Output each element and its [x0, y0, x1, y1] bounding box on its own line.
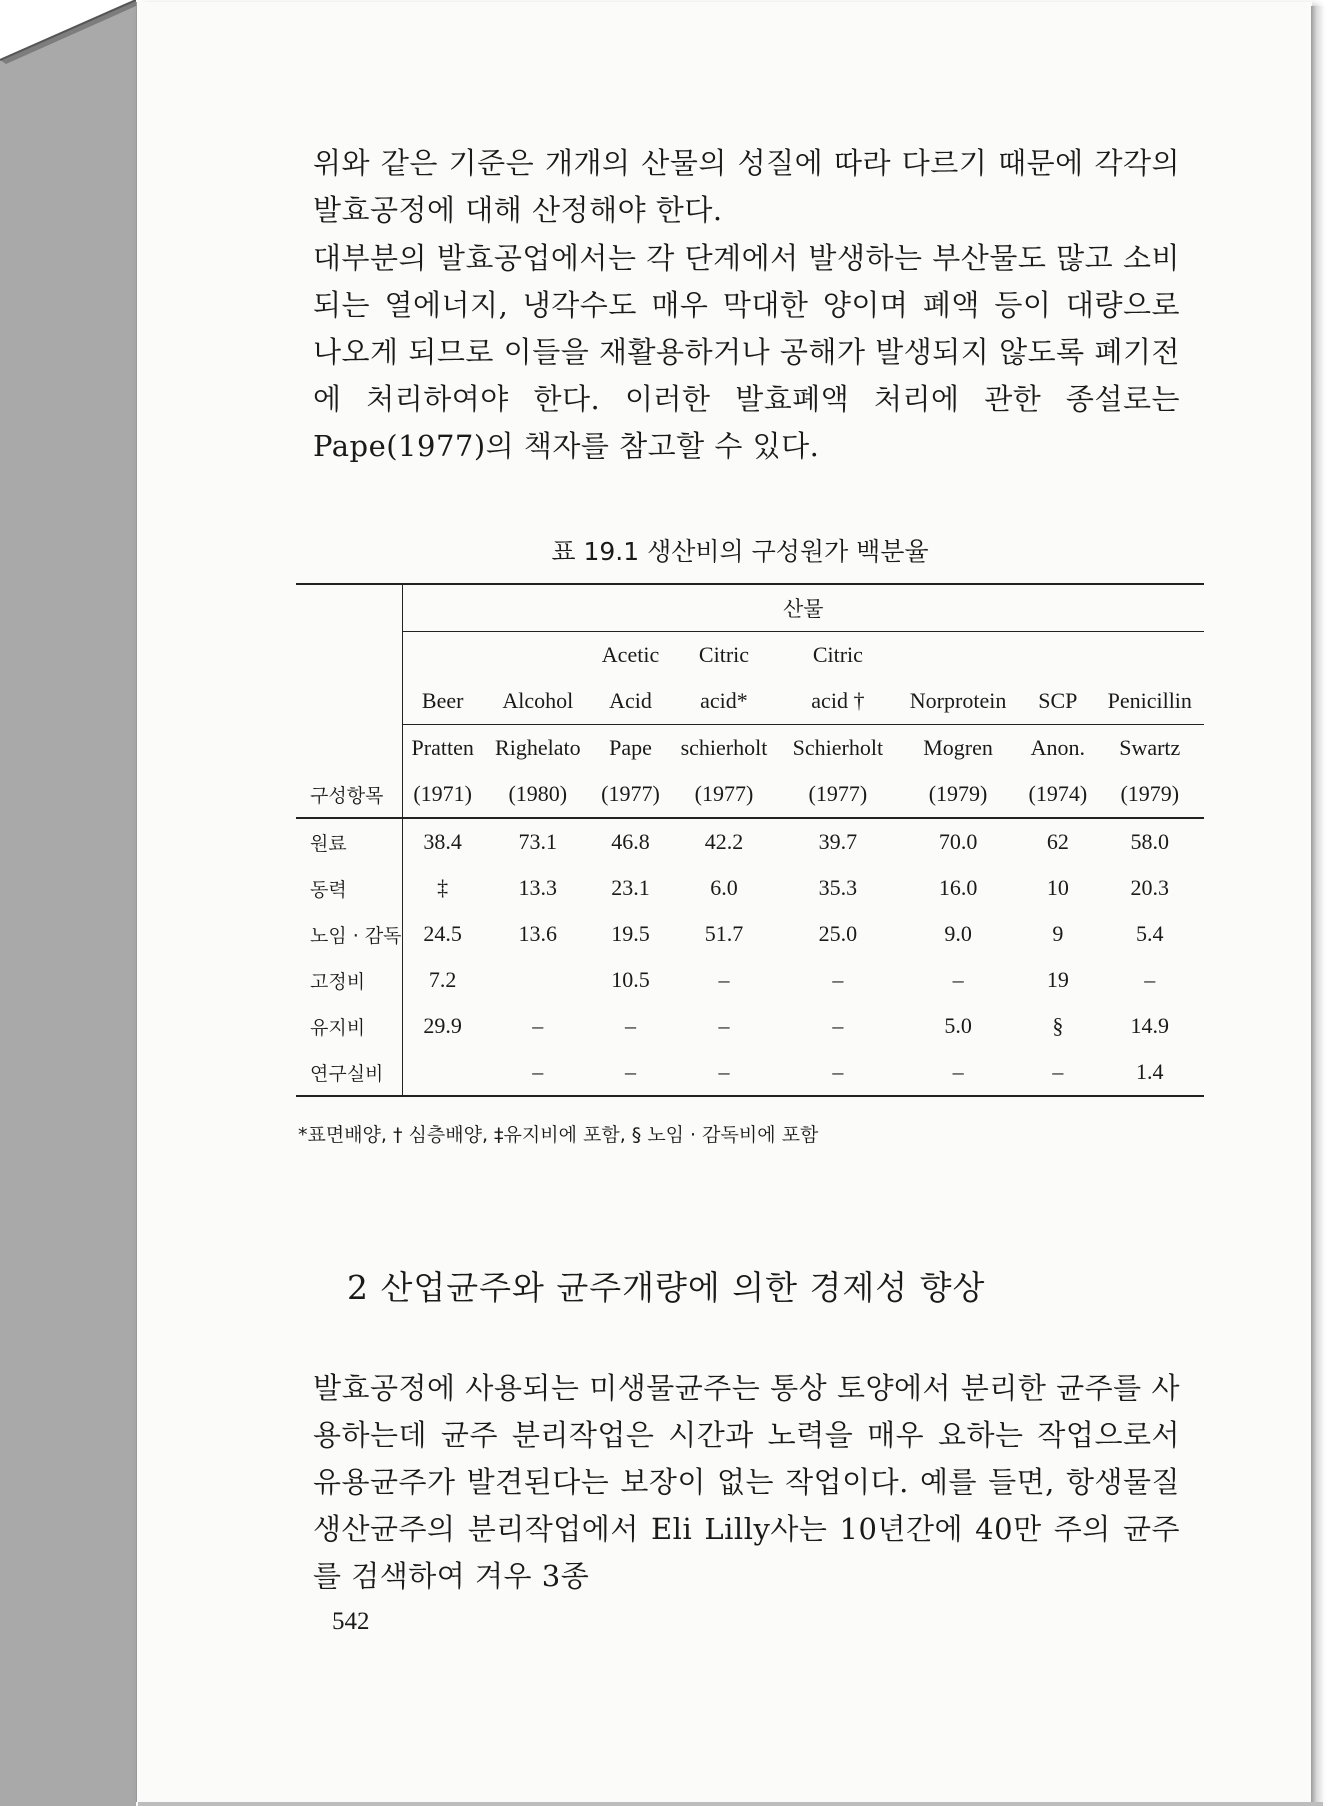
column-header-line1 — [896, 632, 1020, 679]
table-cell: § — [1052, 1013, 1064, 1038]
column-header-year: (1979) — [896, 771, 1020, 818]
paragraph-3: 발효공정에 사용되는 미생물균주는 통상 토양에서 분리한 균주를 사용하는데 균주 분리작업은 시간과 노력을 매우 요하는 작업으로서 유용균주가 발견된다는 보장이 없는 작업이다. 예를 들면, 항생물질 생산균주의 분리작업에서 Eli Lilly사는 10년간에 40만 주의 균주를 검색하여 겨우 3종 — [313, 1371, 1180, 1593]
row-label: 노임 · 감독 — [296, 911, 402, 957]
column-header-product: Beer — [402, 678, 483, 725]
row-label: 원료 — [296, 818, 402, 865]
table-cell: – — [780, 1049, 896, 1096]
table-group-header-row — [296, 584, 1204, 632]
table-cell: – — [832, 1013, 844, 1038]
table-row — [296, 818, 1204, 865]
table-cell: 10.5 — [611, 967, 650, 992]
table-cell: 14.9 — [1130, 1013, 1170, 1038]
table-cell: 46.8 — [611, 829, 650, 854]
table-row — [296, 865, 1204, 911]
column-header-product: Acid — [593, 678, 668, 725]
column-header-author: Pape — [609, 735, 652, 760]
table-cell: 25.0 — [818, 921, 858, 946]
cost-composition-table — [296, 583, 1204, 1097]
table-cell: 13.6 — [518, 921, 558, 946]
table-cell: 13.3 — [518, 875, 558, 900]
table-cell: – — [1144, 967, 1156, 992]
table-cell: 19.5 — [611, 921, 650, 946]
table-cell: – — [718, 967, 730, 992]
table-cell: 29.9 — [423, 1013, 462, 1038]
column-header-product: Alcohol — [483, 678, 593, 725]
table-cell: 20.3 — [1130, 875, 1170, 900]
table-cell: – — [532, 1013, 544, 1038]
column-header-year: (1980) — [483, 771, 593, 818]
column-header-row-2 — [296, 678, 1204, 725]
table-cell: 38.4 — [423, 829, 462, 854]
table-cell: 42.2 — [704, 829, 744, 854]
table-cell: 39.7 — [818, 829, 858, 854]
table-cell: 16.0 — [938, 875, 978, 900]
row-header-label: 구성항목 — [296, 771, 402, 818]
paragraph-2: 대부분의 발효공업에서는 각 단계에서 발생하는 부산물도 많고 소비되는 열에너지, 냉각수도 매우 막대한 양이며 폐액 등이 대량으로 나오게 되므로 이들을 재활용하거나 공해가 발생되지 않도록 폐기전에 처리하여야 한다. 이러한 발효폐액 처리에 관한 종설로는 Pape(1977)의 책자를 참고할 수 있다. — [313, 241, 1180, 463]
table-cell: – — [668, 1049, 780, 1096]
column-header-author: Schierholt — [792, 735, 884, 760]
table-cell: ‡ — [437, 875, 449, 900]
column-header-row-1 — [296, 632, 1204, 679]
column-header-author: Righelato — [495, 735, 581, 760]
column-header-line1: Citric — [812, 642, 863, 667]
table-cell: 1.4 — [1096, 1049, 1204, 1096]
column-header-product: Norprotein — [896, 678, 1020, 725]
row-label: 연구실비 — [296, 1049, 402, 1096]
table-footnote: *표면배양, † 심층배양, ‡유지비에 포함, § 노임 · 감독비에 포함 — [298, 1124, 819, 1146]
row-label: 동력 — [296, 865, 402, 911]
section-title: 2 산업균주와 균주개량에 의한 경제성 향상 — [347, 1268, 986, 1307]
column-header-years-row — [296, 771, 1204, 818]
table-cell: – — [625, 1013, 636, 1038]
table-row — [296, 1049, 1204, 1096]
row-label: 유지비 — [296, 1003, 402, 1049]
table-row — [296, 911, 1204, 957]
table-cell: 51.7 — [704, 921, 744, 946]
table-cell: 62 — [1046, 829, 1069, 854]
table-cell: – — [832, 967, 844, 992]
table-cell — [483, 957, 593, 1003]
table-cell: – — [718, 1013, 730, 1038]
column-header-author: Anon. — [1030, 735, 1086, 760]
column-header-line1: Citric — [698, 642, 750, 667]
table-cell: – — [1020, 1049, 1095, 1096]
table-row — [296, 957, 1204, 1003]
table-cell: 24.5 — [423, 921, 462, 946]
table-cell: 58.0 — [1130, 829, 1170, 854]
table-body — [296, 818, 1204, 1096]
column-header-author: Pratten — [411, 735, 474, 760]
table-cell: 5.0 — [944, 1013, 972, 1038]
table-cell: 35.3 — [818, 875, 858, 900]
table-cell: 23.1 — [611, 875, 650, 900]
column-header-line1 — [483, 632, 593, 679]
page-edge-bottom — [138, 1802, 1323, 1806]
group-header-products: 산물 — [402, 584, 1204, 632]
table-cell: – — [896, 1049, 1020, 1096]
column-header-line1 — [1020, 632, 1095, 679]
column-header-product: SCP — [1020, 678, 1095, 725]
column-header-line1: Acetic — [601, 642, 660, 667]
column-header-year: (1974) — [1020, 771, 1095, 818]
column-header-author: schierholt — [680, 735, 768, 760]
column-header-author: Swartz — [1119, 735, 1181, 760]
column-header-line1 — [1096, 632, 1204, 679]
table-cell: 9.0 — [944, 921, 972, 946]
table-cell: 19 — [1046, 967, 1069, 992]
table-cell — [402, 1049, 483, 1096]
table-caption: 표 19.1 생산비의 구성원가 백분율 — [551, 537, 929, 566]
page-number: 542 — [332, 1608, 370, 1635]
page-edge-right — [1311, 6, 1325, 1802]
paragraph-1: 위와 같은 기준은 개개의 산물의 성질에 따라 다르기 때문에 각각의 발효공정에 대해 산정해야 한다. — [313, 146, 1180, 227]
row-label: 고정비 — [296, 957, 402, 1003]
column-header-line1 — [402, 632, 483, 679]
column-header-product: Penicillin — [1096, 678, 1204, 725]
table-cell: 10 — [1046, 875, 1069, 900]
table-cell: – — [593, 1049, 668, 1096]
column-header-year: (1971) — [402, 771, 483, 818]
table-cell: 7.2 — [428, 967, 457, 992]
table-row — [296, 1003, 1204, 1049]
table-cell: 6.0 — [710, 875, 738, 900]
book-spine — [0, 0, 136, 1806]
column-header-product: acid* — [668, 678, 780, 725]
table-cell: 73.1 — [518, 829, 558, 854]
column-header-year: (1977) — [593, 771, 668, 818]
column-header-year: (1977) — [780, 771, 896, 818]
table-cell: 5.4 — [1136, 921, 1164, 946]
corner-cell — [296, 584, 402, 632]
table-cell: – — [952, 967, 964, 992]
column-header-product: acid † — [780, 678, 896, 725]
column-header-authors-row — [296, 725, 1204, 772]
column-header-year: (1979) — [1096, 771, 1204, 818]
table-cell: 9 — [1052, 921, 1064, 946]
column-header-year: (1977) — [668, 771, 780, 818]
table-cell: 70.0 — [938, 829, 978, 854]
column-header-author: Mogren — [923, 735, 993, 760]
table-cell: – — [483, 1049, 593, 1096]
